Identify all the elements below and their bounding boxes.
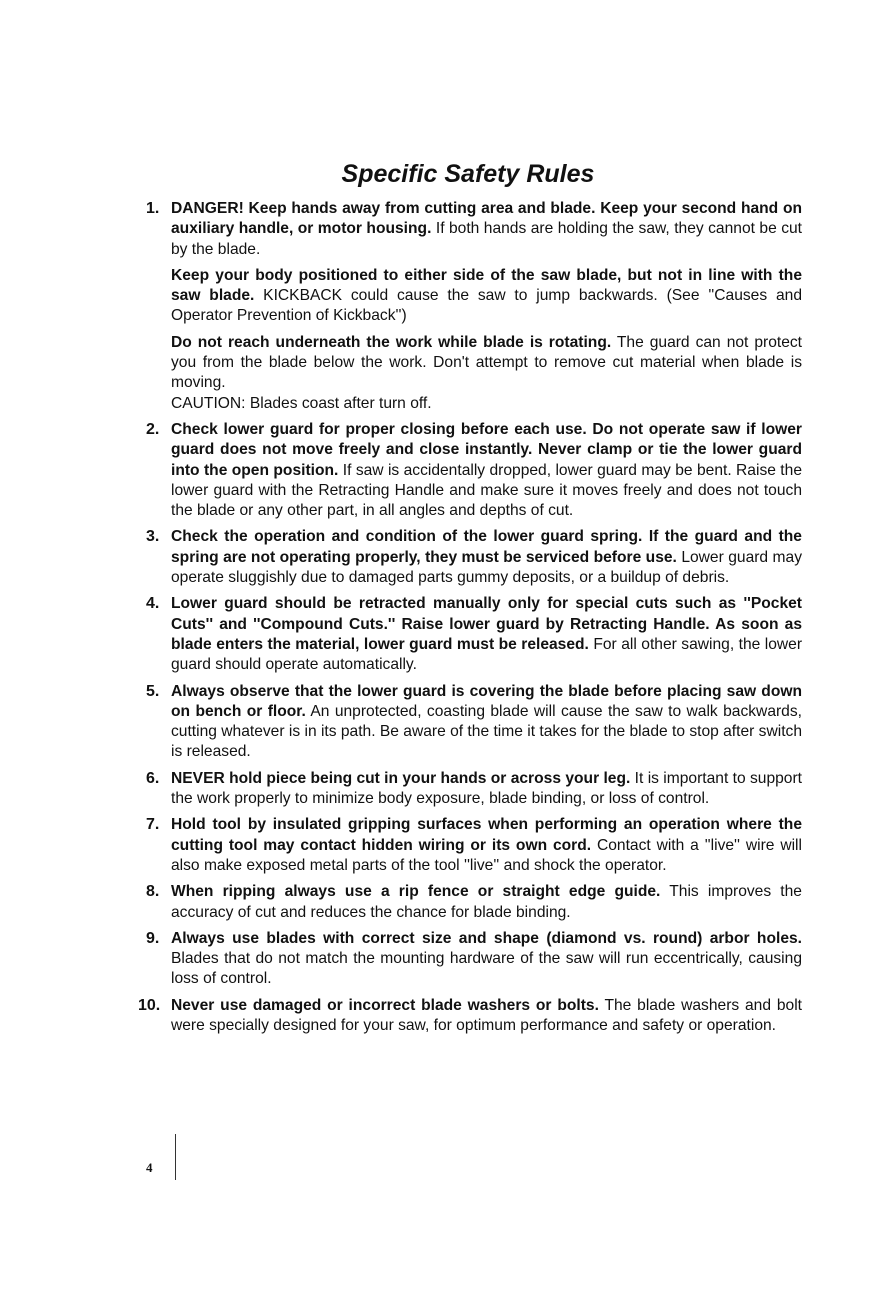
safety-rules-list bbox=[138, 199, 803, 1042]
rule-emphasis: Check the operation and condition of the lower guard spring. If the guard and the spring are not operating properly, they must be serviced before use. bbox=[171, 528, 802, 566]
rule-emphasis: Check lower guard for proper closing before each use. Do not operate saw if lower guard does not move freely and close instantly. Never clamp or tie the lower guard into the open position. bbox=[171, 420, 802, 479]
rule-emphasis: Never use damaged or incorrect blade washers or bolts. bbox=[171, 996, 599, 1014]
rule-number: 4. bbox=[146, 595, 160, 613]
rule-paragraph bbox=[171, 929, 802, 990]
rule-item bbox=[146, 594, 802, 675]
rule-text: For all other sawing, the lower guard should operate automatically. bbox=[171, 635, 803, 674]
rule-emphasis: NEVER hold piece being cut in your hands or across your leg. bbox=[171, 769, 631, 787]
rule-text: This improves the accuracy of cut and reduces the chance for blade binding. bbox=[171, 883, 802, 921]
rule-paragraph bbox=[171, 394, 802, 414]
rule-number: 8. bbox=[146, 883, 160, 901]
rule-number: 7. bbox=[146, 816, 160, 834]
rule-emphasis: Always use blades with correct size and shape (diamond vs. round) arbor holes. bbox=[171, 929, 802, 947]
rule-item bbox=[146, 815, 802, 876]
rule-paragraph bbox=[171, 769, 802, 810]
rule-item bbox=[146, 769, 802, 810]
page-title: Specific Safety Rules bbox=[341, 160, 595, 188]
rule-item bbox=[146, 199, 802, 414]
rule-number: 6. bbox=[146, 769, 160, 787]
rule-emphasis: Hold tool by insulated gripping surfaces when performing an operation where the cutting tool may contact hidden wiring or its own cord. bbox=[171, 816, 802, 854]
rule-text: If both hands are holding the saw, they cannot be cut by the blade. bbox=[171, 220, 802, 258]
rule-paragraph bbox=[171, 199, 802, 260]
rule-item bbox=[146, 929, 802, 990]
rule-item bbox=[146, 882, 802, 923]
rule-number: 5. bbox=[146, 682, 160, 700]
rule-paragraph bbox=[171, 266, 802, 327]
rule-number: 3. bbox=[146, 528, 160, 546]
rule-emphasis: DANGER! Keep hands away from cutting area and blade. Keep your second hand on auxiliary handle, or motor housing. bbox=[171, 200, 802, 238]
rule-text: CAUTION: Blades coast after turn off. bbox=[171, 394, 432, 412]
rule-text: An unprotected, coasting blade will cause the saw to walk backwards, cutting whatever is in its path. Be aware of the time it takes for the blade to stop after switch is released. bbox=[171, 702, 802, 761]
rule-text: KICKBACK could cause the saw to jump backwards. (See ''Causes and Operator Prevention of Kickback'') bbox=[171, 287, 802, 325]
rule-number: 1. bbox=[146, 200, 160, 217]
rule-paragraph bbox=[171, 527, 802, 588]
margin-rule bbox=[175, 1134, 176, 1180]
rule-text: The guard can not protect you from the blade below the work. Don't attempt to remove cut material when blade is moving. bbox=[171, 333, 803, 392]
rule-emphasis: Lower guard should be retracted manually only for special cuts such as ''Pocket Cuts'' and ''Compound Cuts.'' Raise lower guard by Retracting Handle. As soon as blade enters the material, lower guard must be released. bbox=[171, 595, 802, 653]
rule-paragraph bbox=[171, 882, 802, 923]
rule-text: It is important to support the work properly to minimize body exposure, blade binding, or loss of control. bbox=[171, 769, 802, 808]
rule-paragraph bbox=[171, 815, 802, 876]
rule-paragraph bbox=[171, 333, 802, 394]
rule-item bbox=[146, 527, 802, 588]
rule-text: Blades that do not match the mounting hardware of the saw will run eccentrically, causing loss of control. bbox=[171, 950, 802, 988]
rule-number: 10. bbox=[138, 996, 161, 1014]
rule-text: Contact with a ''live'' wire will also make exposed metal parts of the tool ''live'' and shock the operator. bbox=[171, 836, 802, 874]
rule-number: 2. bbox=[146, 420, 160, 438]
rule-emphasis: Keep your body positioned to either side of the saw blade, but not in line with the saw blade. bbox=[171, 266, 802, 305]
rule-paragraph bbox=[171, 420, 802, 521]
rule-paragraph bbox=[171, 682, 802, 763]
rule-item bbox=[146, 682, 802, 763]
rule-emphasis: When ripping always use a rip fence or straight edge guide. bbox=[171, 883, 661, 901]
rule-number: 9. bbox=[146, 929, 160, 947]
rule-text: If saw is accidentally dropped, lower guard may be bent. Raise the lower guard with the Retracting Handle and make sure it moves freely and does not touch the blade or any other part, in all angles and depths of cut. bbox=[171, 461, 802, 520]
rule-item bbox=[146, 420, 802, 521]
rule-emphasis: Do not reach underneath the work while blade is rotating. bbox=[171, 333, 612, 351]
rule-text: Lower guard may operate sluggishly due to damaged parts gummy deposits, or a buildup of debris. bbox=[171, 548, 802, 587]
rule-item bbox=[138, 996, 802, 1037]
rule-paragraph bbox=[171, 594, 802, 675]
page-number: 4 bbox=[146, 1160, 153, 1175]
rule-text: The blade washers and bolt were specially designed for your saw, for optimum performance and safety or operation. bbox=[171, 996, 802, 1034]
rule-emphasis: Always observe that the lower guard is covering the blade before placing saw down on bench or floor. bbox=[171, 682, 802, 720]
rule-paragraph bbox=[171, 996, 802, 1037]
